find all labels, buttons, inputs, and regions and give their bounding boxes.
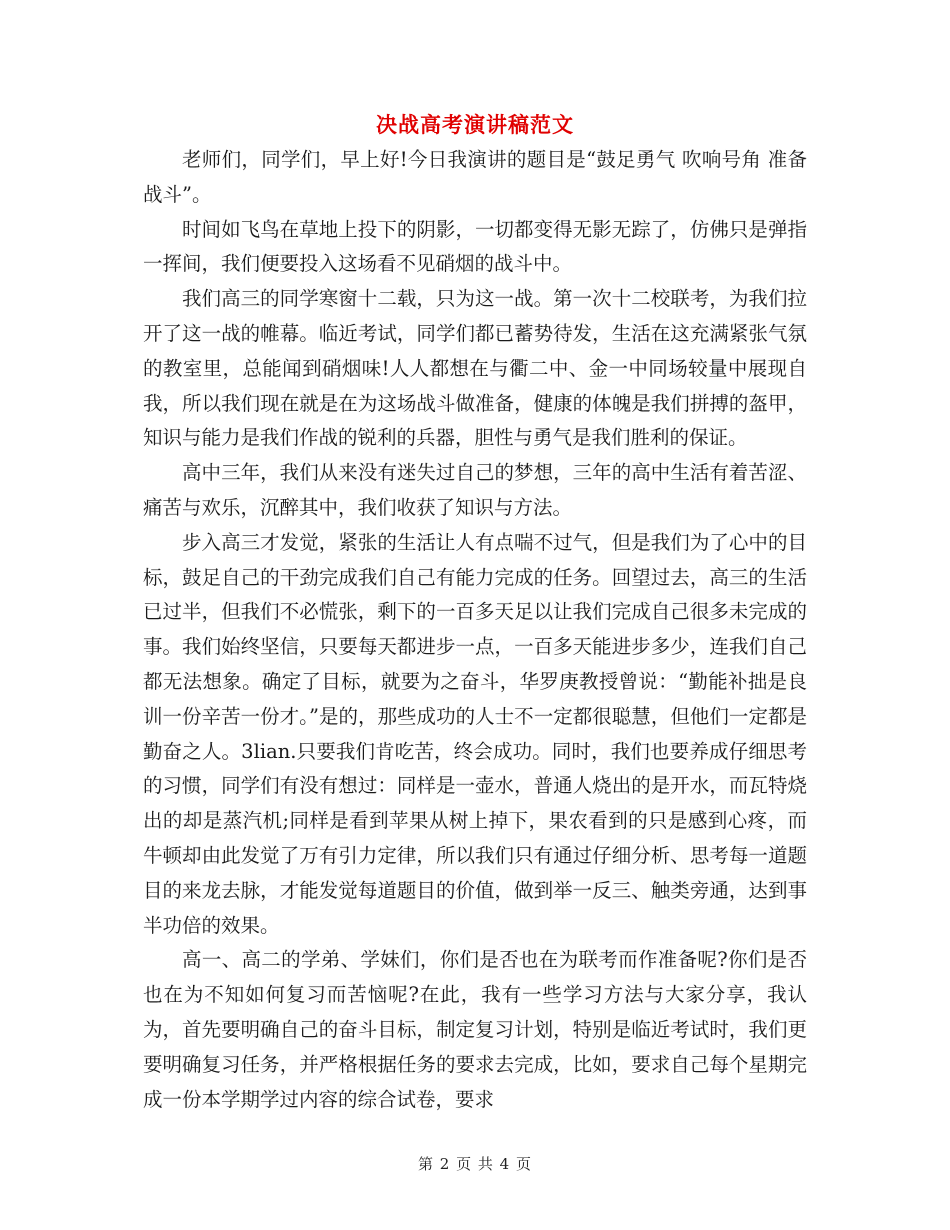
paragraph: 高中三年，我们从来没有迷失过自己的梦想，三年的高中生活有着苦涩、痛苦与欢乐，沉醉其中，我们收获了知识与方法。 [143, 461, 807, 519]
page-footer [0, 1153, 950, 1174]
page-label-prefix: 第 [417, 1155, 434, 1173]
paragraph: 我们高三的同学寒窗十二载，只为这一战。第一次十二校联考，为我们拉开了这一战的帷幕。临近考试，同学们都已蓄势待发，生活在这充满紧张气氛的教室里，总能闻到硝烟味!人人都想在与衢二中、金一中同场较量中展现自我，所以我们现在就是在为这场战斗做准备，健康的体魄是我们拼搏的盔甲，知识与能力是我们作战的锐利的兵器，胆性与勇气是我们胜利的保证。 [143, 287, 807, 450]
page-label-suffix: 页 [516, 1155, 533, 1173]
paragraph: 老师们，同学们，早上好!今日我演讲的题目是“鼓足勇气 吹响号角 准备战斗”。 [143, 148, 807, 206]
total-pages-number: 4 [499, 1155, 511, 1173]
document-body [143, 143, 807, 1117]
page-label-mid: 页 共 [456, 1155, 494, 1173]
document-title: 决战高考演讲稿范文 [376, 112, 574, 137]
paragraph: 步入高三才发觉，紧张的生活让人有点喘不过气，但是我们为了心中的目标，鼓足自己的干劲完成我们自己有能力完成的任务。回望过去，高三的生活已过半，但我们不必慌张，剩下的一百多天足以让我们完成自己很多未完成的事。我们始终坚信，只要每天都进步一点，一百多天能进步多少，连我们自己都无法想象。确定了目标，就要为之奋斗，华罗庚教授曾说：“勤能补拙是良训一份辛苦一份才。”是的，那些成功的人士不一定都很聪慧，但他们一定都是勤奋之人。3lian.只要我们肯吃苦，终会成功。同时，我们也要养成仔细思考的习惯，同学们有没有想过：同样是一壶水，普通人烧出的是开水，而瓦特烧出的却是蒸汽机;同样是看到苹果从树上掉下，果农看到的只是感到心疼，而牛顿却由此发觉了万有引力定律，所以我们只有通过仔细分析、思考每一道题目的来龙去脉，才能发觉每道题目的价值，做到举一反三、触类旁通，达到事半功倍的效果。 [143, 530, 807, 937]
paragraph: 时间如飞鸟在草地上投下的阴影，一切都变得无影无踪了，仿佛只是弹指一挥间，我们便要投入这场看不见硝烟的战斗中。 [143, 217, 807, 276]
current-page-number: 2 [439, 1155, 451, 1173]
paragraph: 高一、高二的学弟、学妹们，你们是否也在为联考而作准备呢?你们是否也在为不知如何复习而苦恼呢?在此，我有一些学习方法与大家分享，我认为，首先要明确自己的奋斗目标，制定复习计划，特别是临近考试时，我们更要明确复习任务，并严格根据任务的要求去完成，比如，要求自己每个星期完成一份本学期学过内容的综合试卷，要求 [143, 948, 807, 1111]
